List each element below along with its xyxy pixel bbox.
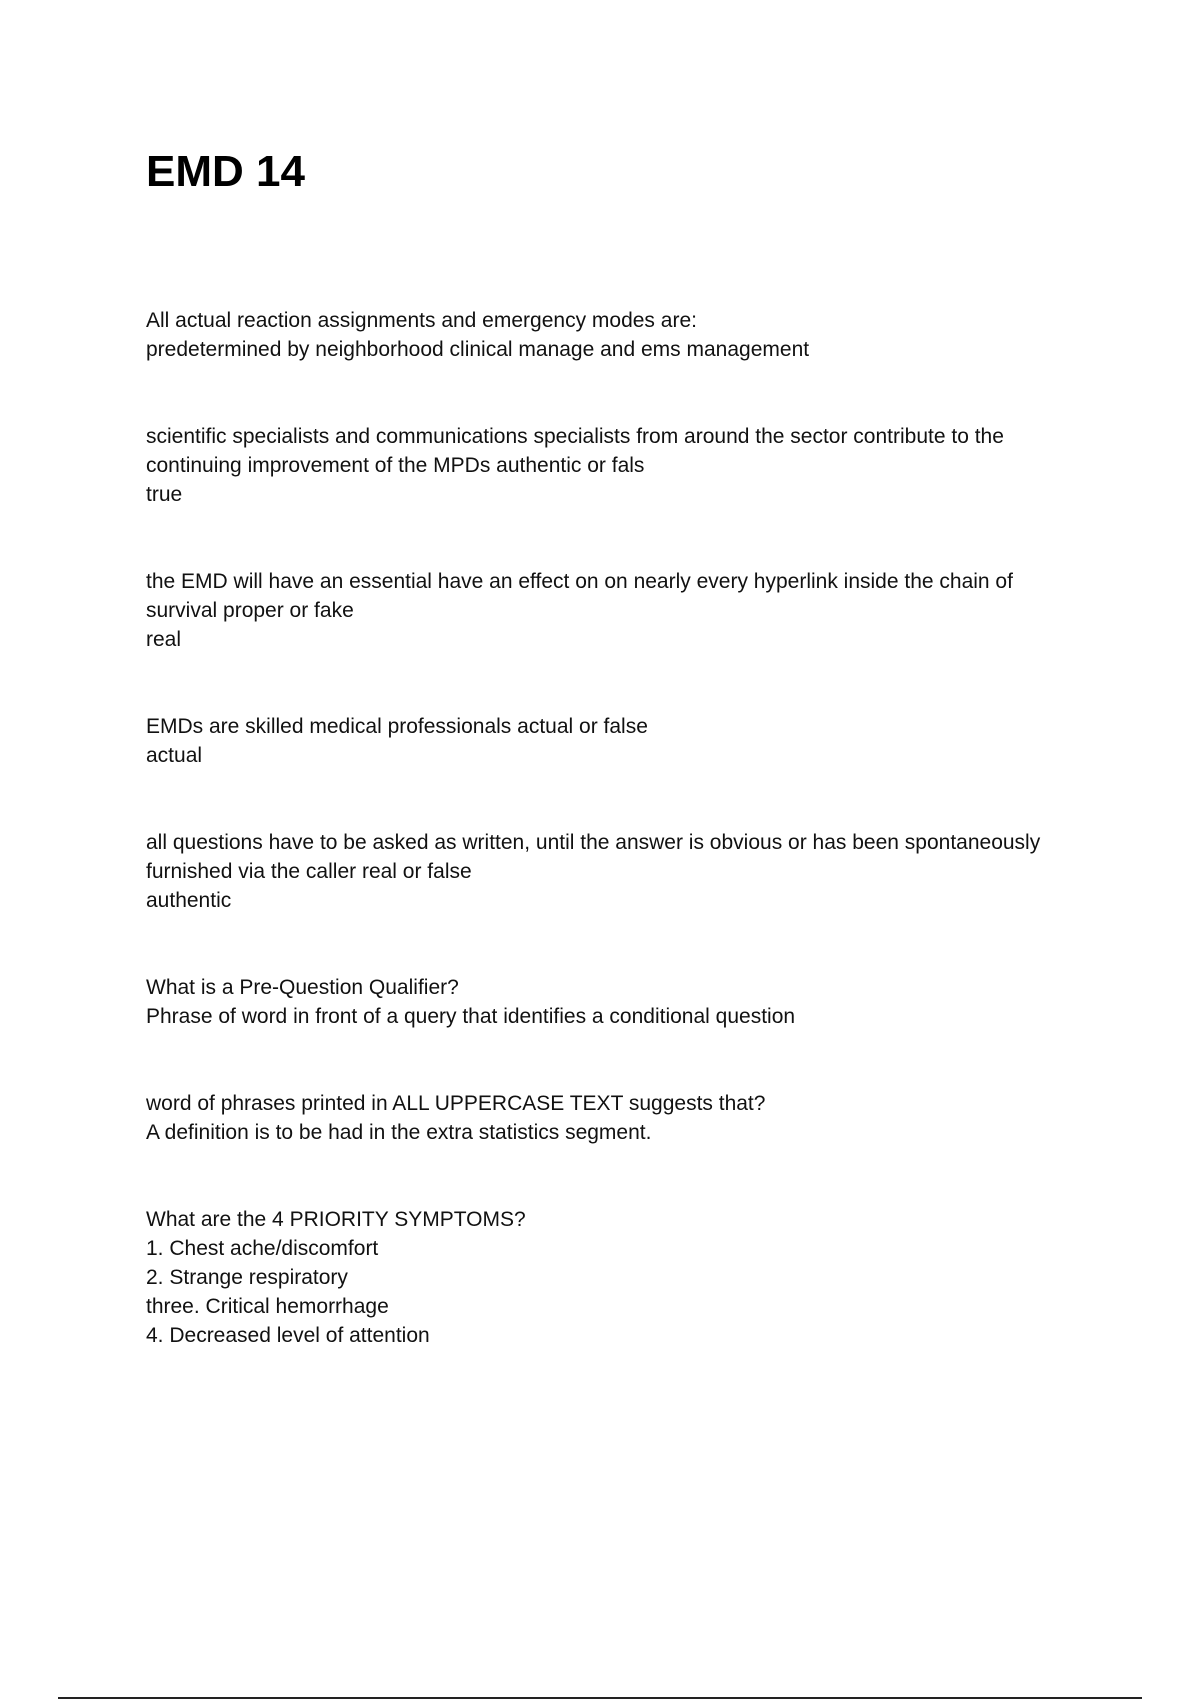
answer-text: authentic: [146, 889, 232, 912]
answer-line: three. Critical hemorrhage: [146, 1295, 389, 1318]
answer-text: Phrase of word in front of a query that identifies a conditional question: [146, 1005, 796, 1028]
answer-text: predetermined by neighborhood clinical manage and ems management: [146, 338, 810, 361]
qa-item: [146, 306, 1076, 364]
answer-text: real: [146, 628, 182, 651]
qa-list: [146, 306, 1076, 1408]
answer-line: 2. Strange respiratory: [146, 1266, 348, 1289]
document-title: EMD 14: [146, 147, 305, 196]
question-text: What are the 4 PRIORITY SYMPTOMS?: [146, 1208, 526, 1231]
qa-item: [146, 1089, 1076, 1147]
qa-item: [146, 973, 1076, 1031]
priority-symptoms-list: [146, 1234, 1076, 1350]
question-text: the EMD will have an essential have an effect on on nearly every hyperlink inside the chain of survival proper or fake: [146, 570, 1013, 622]
answer-line: 1. Chest ache/discomfort: [146, 1237, 379, 1260]
question-text: word of phrases printed in ALL UPPERCASE TEXT suggests that?: [146, 1092, 766, 1115]
question-text: scientific specialists and communications specialists from around the sector contribute to the continuing improvement of the MPDs authentic or fals: [146, 425, 1004, 477]
footer-divider: [58, 1697, 1142, 1699]
question-text: all questions have to be asked as written, until the answer is obvious or has been spontaneously furnished via the caller real or false: [146, 831, 1041, 883]
question-text: What is a Pre-Question Qualifier?: [146, 976, 459, 999]
answer-text: A definition is to be had in the extra statistics segment.: [146, 1121, 652, 1144]
qa-item: [146, 567, 1076, 654]
qa-item: [146, 422, 1076, 509]
qa-item: [146, 828, 1076, 915]
qa-item: [146, 712, 1076, 770]
answer-text: true: [146, 483, 183, 506]
question-text: EMDs are skilled medical professionals actual or false: [146, 715, 648, 738]
answer-line: 4. Decreased level of attention: [146, 1324, 430, 1347]
qa-item: [146, 1205, 1076, 1350]
answer-text: actual: [146, 744, 203, 767]
question-text: All actual reaction assignments and emergency modes are:: [146, 309, 697, 332]
